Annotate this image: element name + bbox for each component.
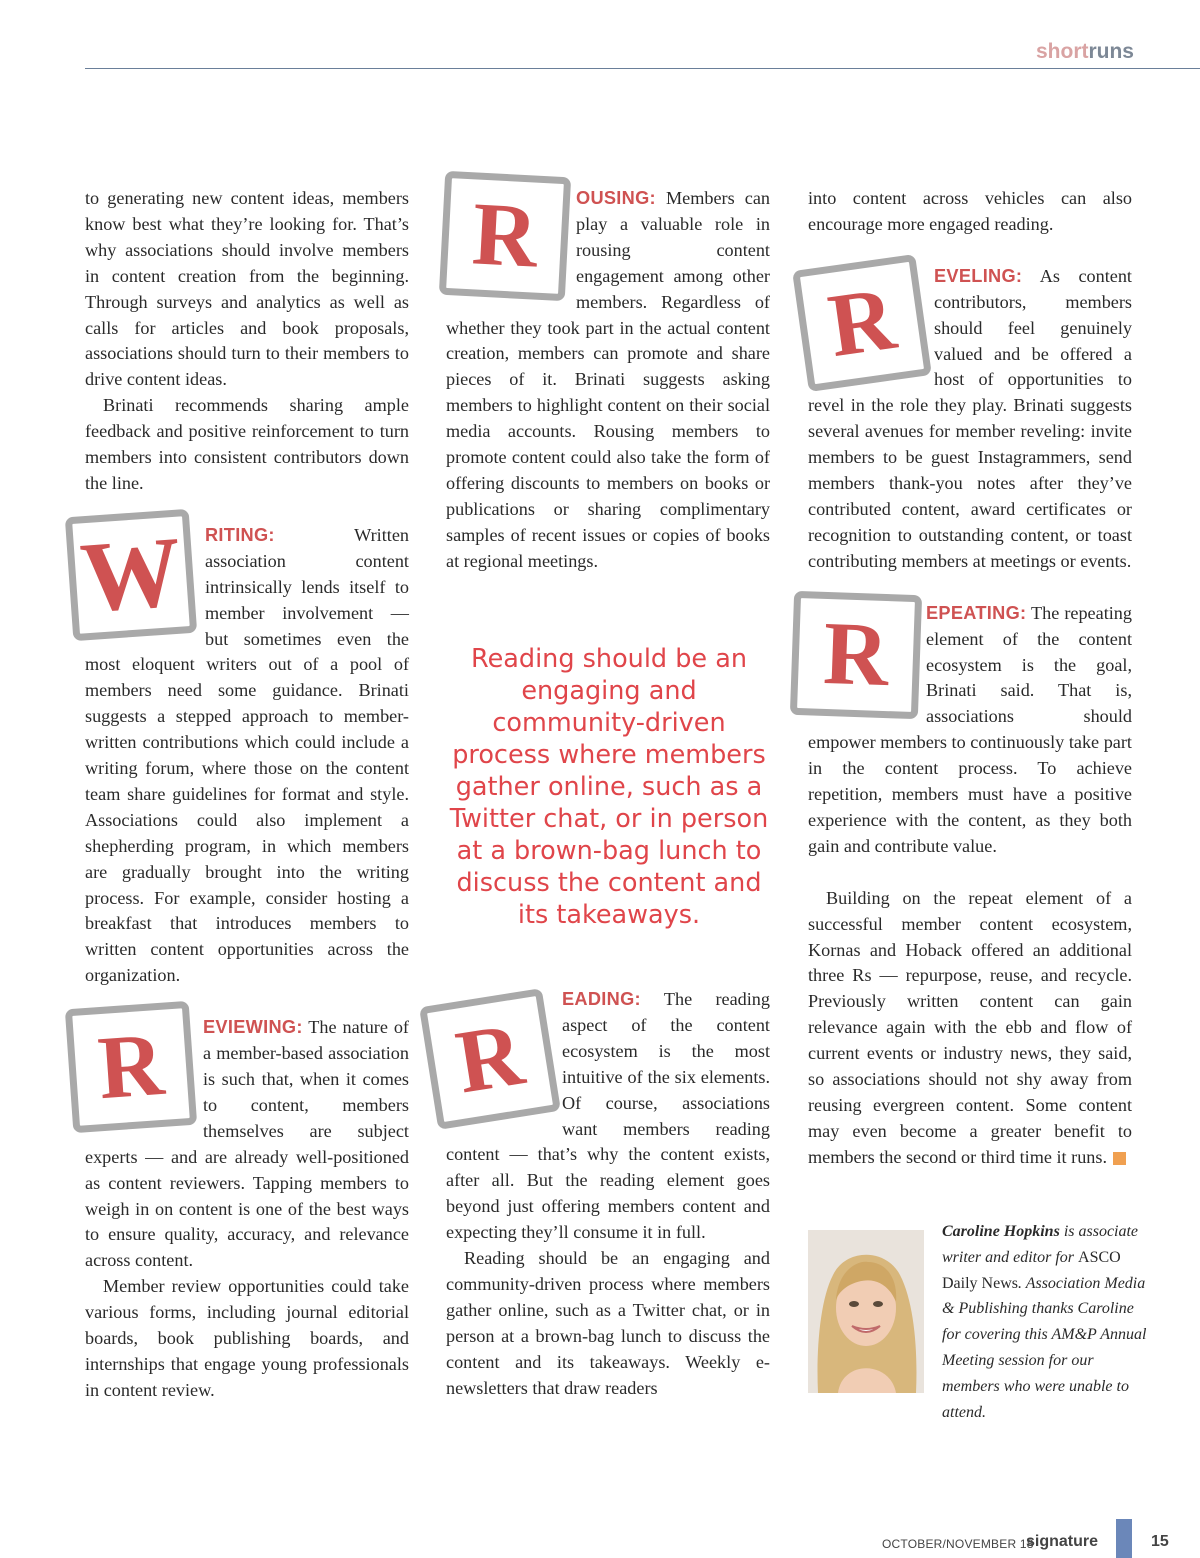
- column-middle-lower: [446, 987, 770, 1402]
- drop-cap-tile-r: R: [790, 590, 922, 718]
- reading-keyword: EADING:: [562, 989, 641, 1009]
- drop-cap-tile-r: R: [792, 254, 932, 392]
- section-label: shortruns: [1035, 40, 1134, 63]
- paragraph: Building on the repeat element of a successful member content ecosystem, Kornas and Hoback offered an additional three Rs — repurpose, reuse, and recycle. Previously written content can gain relevance again with the ebb and flow of current events or industry news, they said, so associations should not shy away from reusing evergreen content. Some content may even become a greater benefit to members the second or third time it runs.: [808, 887, 1132, 1167]
- page-number: 15: [1151, 1533, 1169, 1550]
- writing-keyword: RITING:: [205, 524, 275, 545]
- reviewing-keyword: EVIEWING:: [203, 1017, 303, 1038]
- paragraph: into content across vehicles can also encourage more engaged reading.: [808, 188, 1132, 234]
- writing-text: Written association content intrinsically lends itself to member involvement — but sometimes even the most eloquent writers out of a pool of members need some guidance. Brinati suggests a stepped approach to member-written contributions which could include a writing forum, where those on the content team share guidelines for format and style. Associations could also implement a shepherding program, in which members are gradually brought into the writing process. For example, consider hosting a breakfast that introduces members to written content opportunities across the organization.: [85, 524, 409, 986]
- drop-cap-tile-r: R: [439, 171, 571, 301]
- pull-quote: Reading should be an engaging and community-driven process where members gather online, such as a Twitter chat, or in person at a brown-bag lunch to discuss the content and its takeaways.: [449, 644, 769, 930]
- drop-cap-tile-w: W: [65, 509, 197, 641]
- drop-cap-tile-r: R: [65, 1001, 197, 1133]
- footer-color-bar: [1116, 1519, 1132, 1558]
- column-left: [77, 186, 409, 1404]
- section-writing: [77, 515, 409, 989]
- section-rousing: [446, 186, 770, 575]
- author-portrait-illustration: [808, 1230, 924, 1393]
- section-reading: [446, 987, 770, 1246]
- reading-text: The reading aspect of the content ecosystem is the most intuitive of the six elements. Of course, associations want members reading content — that’s why the content exists, after all. But the reading element goes beyond just offering members content and expecting they’ll consume it in full.: [446, 989, 770, 1243]
- column-right: [808, 186, 1132, 1171]
- rousing-keyword: OUSING:: [576, 188, 656, 208]
- reveling-keyword: EVELING:: [934, 265, 1023, 286]
- paragraph: Member review opportunities could take various forms, including journal editorial boards, book publishing boards, and internships that engage young professionals in content review.: [85, 1276, 409, 1400]
- author-name: Caroline Hopkins: [942, 1223, 1060, 1240]
- repeating-keyword: EPEATING:: [926, 602, 1027, 623]
- rousing-text: Members can play a valuable role in rousing content engagement among other members. Regardless of whether they took part in the actual content creation, members can promote and share pieces of it. Brinati suggests asking members to highlight content on their social media accounts. Rousing members to promote content could also take the form of offering discounts to members on books or publications or sharing complimentary samples of recent issues or copies of books at regional meetings.: [446, 188, 770, 571]
- author-photo: [808, 1230, 924, 1393]
- section-reveling: [808, 264, 1132, 575]
- drop-cap-tile-r: R: [419, 988, 561, 1130]
- paragraph: Reading should be an engaging and community-driven process where members gather online, such as a Twitter chat, or in person at a brown-bag lunch to discuss the content and its takeaways. Weekly e-newsletters that draw readers: [446, 1248, 770, 1398]
- section-repeating: [808, 601, 1132, 860]
- paragraph: Brinati recommends sharing ample feedback and positive reinforcement to turn members into consistent contributors down the line.: [85, 395, 409, 493]
- author-bio: Caroline Hopkins is associate writer and editor for ASCO Daily News. Association Media & Publishing thanks Caroline for covering this AM&P Annual Meeting session for our members who were unable to attend.: [942, 1223, 1147, 1421]
- reviewing-text: The nature of a member-based association is such that, when it comes to content, members themselves are subject experts — and are already well-positioned as content reviewers. Tapping members to weigh in on content is one of the best ways to ensure quality, accuracy, and relevance across content.: [85, 1017, 409, 1271]
- reveling-text: As content contributors, members should feel genuinely valued and be offered a host of opportunities to revel in the role they play. Brinati suggests several avenues for member reveling: invite members to be guest Instagrammers, send members thank-you notes after they’ve contributed content, award certificates or recognition to outstanding content, or toast contributing members at meetings or events.: [808, 265, 1132, 571]
- paragraph: to generating new content ideas, members know best what they’re looking for. That’s why associations should involve members in content creation from the beginning. Through surveys and analytics as well as calls for articles and book proposals, associations should turn to their members to drive content ideas.: [85, 188, 409, 390]
- issue-date: OCTOBER/NOVEMBER 18: [882, 1537, 1034, 1551]
- column-middle: [446, 186, 770, 575]
- repeating-text: The repeating element of the content ecosystem is the goal, Brinati said. That is, associations should empower members to continuously take part in the content process. To achieve repetition, members must have a positive experience with the content, as they both gain and contribute value.: [808, 602, 1132, 856]
- section-reviewing: [85, 1015, 409, 1274]
- end-of-article-mark: [1113, 1152, 1126, 1165]
- magazine-name: signature: [1026, 1533, 1099, 1550]
- publication-name: ASCO Daily News: [942, 1248, 1121, 1292]
- header-rule: [85, 68, 1200, 69]
